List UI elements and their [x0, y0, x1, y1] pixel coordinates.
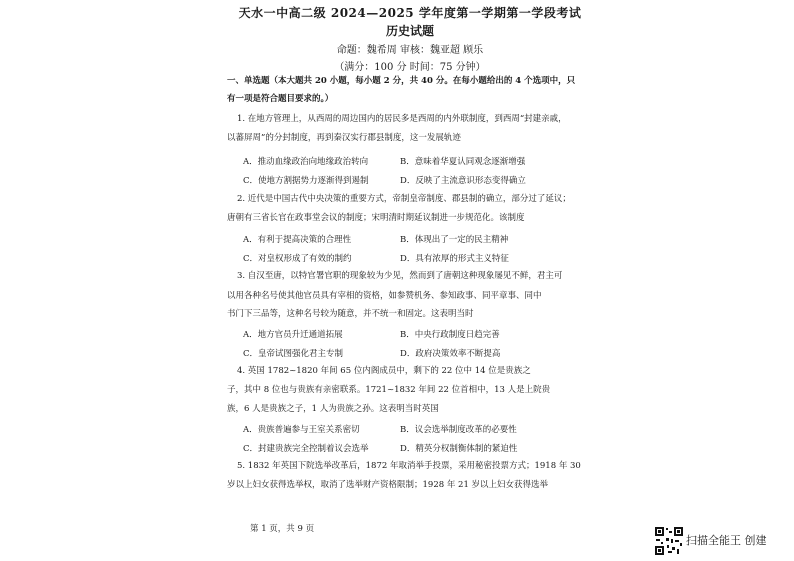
- option-b: B．体现出了一定的民主精神: [400, 235, 509, 245]
- section-heading-cont: 有一项是符合题目要求的。）: [227, 94, 334, 104]
- option-d: D．具有浓厚的形式主义特征: [400, 254, 509, 264]
- question-line: 1. 在地方管理上，从西周的周边国内的居民多是西周的内外联制度，到西周“封建亲戚，: [237, 114, 567, 124]
- question-line: 唐朝有三省长官在政事堂会议的制度；宋明清时期延议制进一步规范化。该制度: [227, 213, 525, 223]
- option-b: B．中央行政制度日趋完善: [400, 330, 500, 340]
- option-c: C．封建贵族完全控制着议会选举: [243, 444, 369, 454]
- option-c: C．对皇权形成了有效的制约: [243, 254, 352, 264]
- question-line: 2. 近代是中国古代中央决策的重要方式，帝制皇帝制度、郡县制的确立，部分过了延议；: [237, 194, 571, 204]
- question-line: 书门下三品等，这种名号较为随意，并不统一和固定。这表明当时: [227, 309, 474, 319]
- exam-subject: 历史试题: [385, 24, 434, 38]
- option-d: D．精英分权制衡体制的紧迫性: [400, 444, 518, 454]
- scanner-watermark: 扫描全能王 创建: [686, 534, 767, 547]
- question-line: 4. 英国 1782~1820 年间 65 位内阁成员中，剩下的 22 位中 14 位是贵族之: [237, 366, 531, 376]
- exam-title: 天水一中高二级 2024—2025 学年度第一学期第一学段考试: [238, 6, 582, 20]
- option-d: D．反映了主流意识形态变得确立: [400, 176, 526, 186]
- exam-authors: 命题：魏希周 审核：魏亚超 顾乐: [336, 45, 484, 56]
- question-line: 子，其中 8 位也与贵族有亲密联系。1721~1832 年间 22 位首相中，13 人是上院贵: [227, 385, 551, 395]
- option-d: D．政府决策效率不断提高: [400, 349, 501, 359]
- question-line: 5. 1832 年英国下院选举改革后，1872 年取消举手投票，采用秘密投票方式；1918 年 30: [237, 461, 581, 471]
- option-a: A．地方官员升迁通道拓展: [243, 330, 343, 340]
- option-c: C．皇帝试图强化君主专制: [243, 349, 344, 359]
- page-footer: 第 1 页，共 9 页: [250, 524, 315, 534]
- exam-score-time: （满分：100 分 时间：75 分钟）: [334, 62, 486, 73]
- question-line: 以蕃屏周”的分封制度，再到秦汉实行郡县制度，这一发展轨迹: [227, 133, 461, 143]
- option-b: B．意味着华夏认同观念逐渐增强: [400, 157, 526, 167]
- question-line: 3. 自汉至唐，以特官署官职的现象较为少见，然而到了唐朝这种现象屡见不鲜，君主可: [237, 271, 563, 281]
- option-b: B．议会选举制度改革的必要性: [400, 425, 517, 435]
- option-c: C．使地方割据势力逐渐得到遏制: [243, 176, 369, 186]
- question-line: 岁以上妇女获得选举权，取消了选举财产资格限制；1928 年 21 岁以上妇女获得选举: [227, 480, 549, 490]
- qr-code-icon: [654, 526, 684, 556]
- exam-page: [185, 0, 582, 561]
- option-a: A．有利于提高决策的合理性: [243, 235, 352, 245]
- option-a: A．贵族普遍参与王室关系密切: [243, 425, 360, 435]
- question-line: 以用各种名号使其他官员具有宰相的资格，如参赞机务、参知政事、同平章事、同中: [227, 291, 542, 301]
- question-line: 族，6 人是贵族之子，1 人为贵族之孙。这表明当时英国: [227, 404, 439, 414]
- option-a: A．推动血缘政治向地缘政治转向: [243, 157, 369, 167]
- section-heading: 一、单选题（本大题共 20 小题，每小题 2 分，共 40 分。在每小题给出的 4 个选项中，只: [227, 76, 576, 86]
